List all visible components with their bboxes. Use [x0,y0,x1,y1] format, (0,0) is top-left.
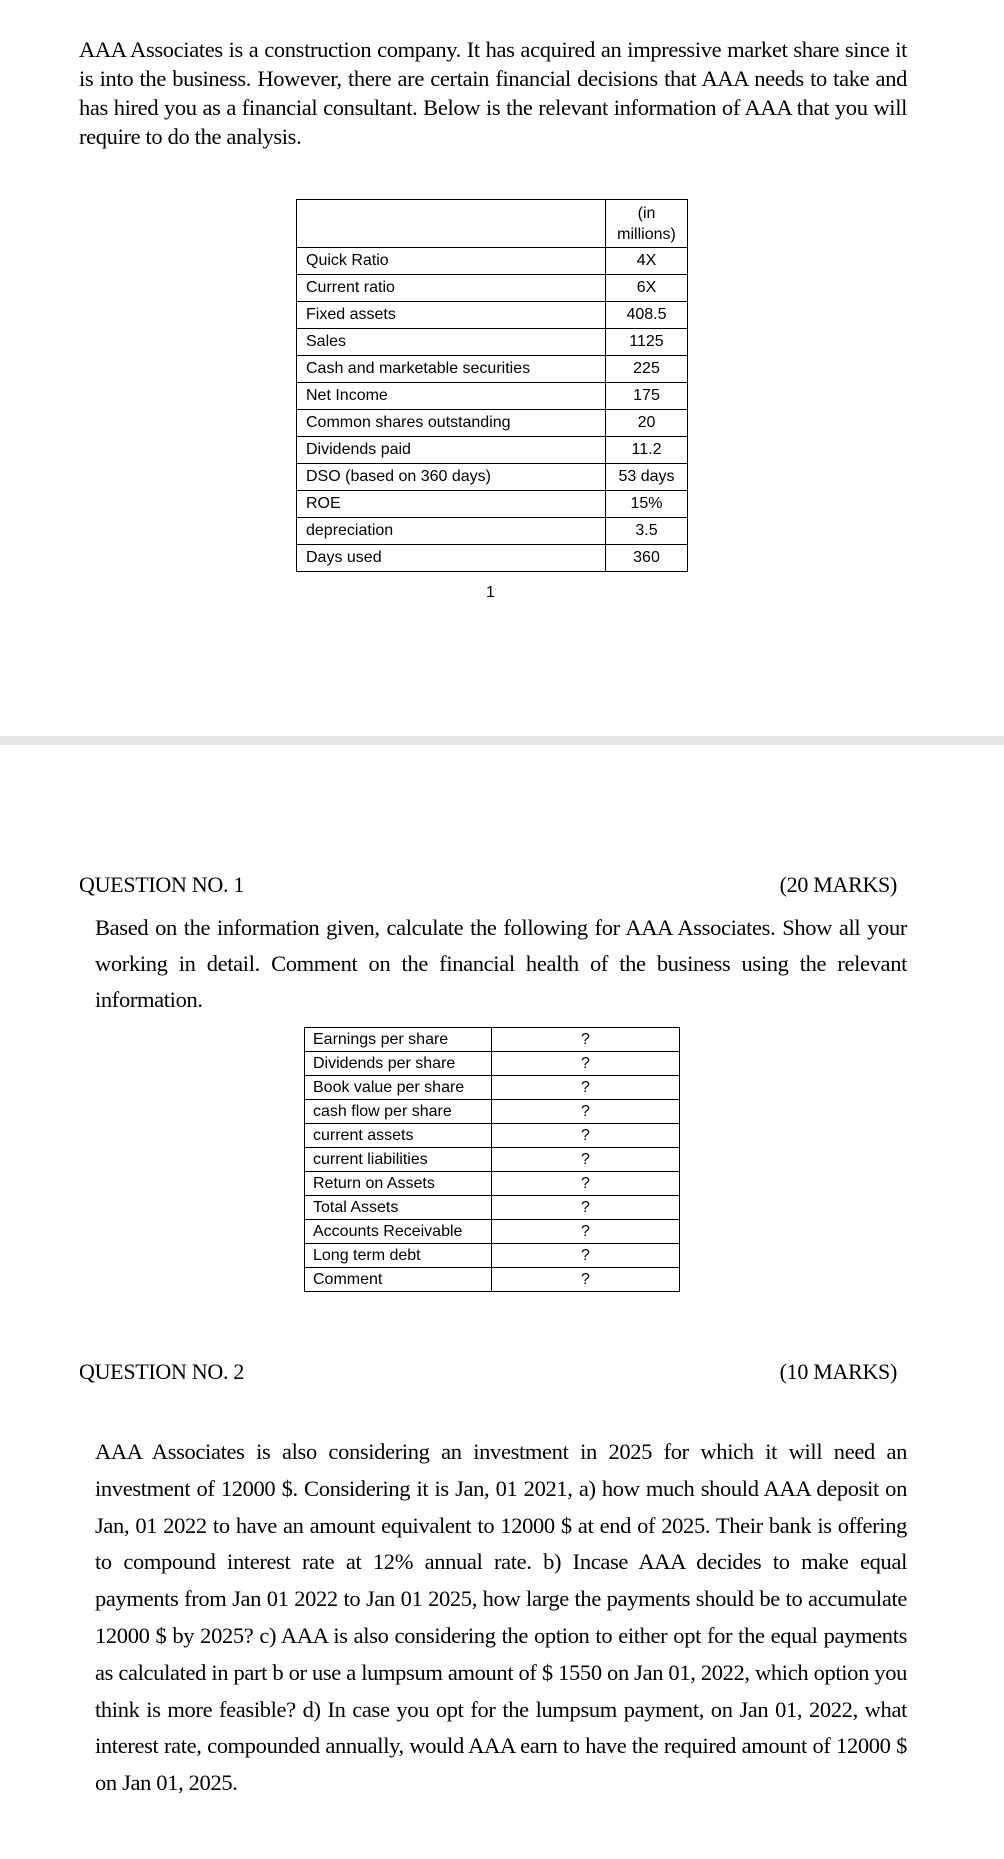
row-label: Accounts Receivable [305,1220,492,1244]
table-row [305,1172,680,1196]
row-label: Sales [297,329,606,356]
question-2-heading [79,1359,897,1385]
row-value: ? [492,1196,680,1220]
row-label: Dividends paid [297,437,606,464]
table-row [305,1100,680,1124]
row-label: ROE [297,491,606,518]
table-header-units: (in millions) [606,200,688,248]
table-row [297,491,688,518]
row-value: ? [492,1100,680,1124]
table-row [305,1196,680,1220]
table-row [305,1220,680,1244]
row-value: ? [492,1268,680,1292]
row-label: Return on Assets [305,1172,492,1196]
row-value: 3.5 [606,518,688,545]
question-1-table [304,1027,680,1292]
row-label: depreciation [297,518,606,545]
table-row [297,437,688,464]
question-2-text: AAA Associates is also considering an investment in 2025 for which it will need an investment of 12000 $. Considering it is Jan, 01 2021, a) how much should AAA deposit on Jan, 01 2022 to have an amount equivalent to 12000 $ at end of 2025. Their bank is offering to compound interest rate at 12% annual rate. b) Incase AAA decides to make equal payments from Jan 01 2022 to Jan 01 2025, how large the payments should be to accumulate 12000 $ by 2025? c) AAA is also considering the option to either opt for the equal payments as calculated in part b or use a lumpsum amount of $ 1550 on Jan 01, 2022, which option you think is more feasible? d) In case you opt for the lumpsum payment, on Jan 01, 2022, what interest rate, compounded annually, would AAA earn to have the required amount of 12000 $ on Jan 01, 2025. [95,1439,907,1796]
row-value: 225 [606,356,688,383]
table-row [297,464,688,491]
company-info-table [296,199,688,572]
question-2-marks: (10 MARKS) [779,1359,897,1384]
table-row [297,275,688,302]
table-row [297,356,688,383]
row-value: ? [492,1124,680,1148]
row-value: 4X [606,248,688,275]
row-value: 408.5 [606,302,688,329]
table-row [297,329,688,356]
row-label: Fixed assets [297,302,606,329]
table-row [297,545,688,572]
row-label: Cash and marketable securities [297,356,606,383]
table-row [305,1052,680,1076]
row-label: Net Income [297,383,606,410]
row-value: 11.2 [606,437,688,464]
row-value: ? [492,1148,680,1172]
page-2 [0,745,1004,1859]
table-row [297,248,688,275]
row-label: Long term debt [305,1244,492,1268]
row-label: Earnings per share [305,1028,492,1052]
row-label: Book value per share [305,1076,492,1100]
row-label: Dividends per share [305,1052,492,1076]
row-value: ? [492,1244,680,1268]
question-1-text: Based on the information given, calculate the following for AAA Associates. Show all your working in detail. Comment on the financial health of the business using the relevant information. [95,915,907,1012]
row-label: Days used [297,545,606,572]
row-label: Quick Ratio [297,248,606,275]
table-row [305,1028,680,1052]
table-row [305,1244,680,1268]
table-row [297,302,688,329]
table-row [305,1268,680,1292]
row-value: ? [492,1220,680,1244]
intro-paragraph: AAA Associates is a construction company. It has acquired an impressive market share since it is into the business. However, there are certain financial decisions that AAA needs to take and has hired you as a financial consultant. Below is the relevant information of AAA that you will require to do the analysis. [79,36,907,149]
table-row [305,1148,680,1172]
page-separator [0,736,1004,745]
row-label: Current ratio [297,275,606,302]
row-value: 53 days [606,464,688,491]
table-row [297,410,688,437]
row-label: Comment [305,1268,492,1292]
page-1 [0,0,1004,736]
row-value: 6X [606,275,688,302]
row-value: 1125 [606,329,688,356]
table-row [297,518,688,545]
row-value: ? [492,1052,680,1076]
question-1-marks: (20 MARKS) [779,872,897,897]
row-label: cash flow per share [305,1100,492,1124]
row-value: 15% [606,491,688,518]
row-value: ? [492,1028,680,1052]
row-label: current liabilities [305,1148,492,1172]
row-value: 20 [606,410,688,437]
row-value: ? [492,1172,680,1196]
question-2-title: QUESTION NO. 2 [79,1359,245,1384]
row-label: DSO (based on 360 days) [297,464,606,491]
table-header-label [297,200,606,248]
question-1-title: QUESTION NO. 1 [79,872,245,897]
row-label: Total Assets [305,1196,492,1220]
table-row [297,383,688,410]
row-value: ? [492,1076,680,1100]
table-header-row [297,200,688,248]
page-number: 1 [486,584,495,601]
table-row [305,1124,680,1148]
table-row [305,1076,680,1100]
row-label: Common shares outstanding [297,410,606,437]
row-value: 360 [606,545,688,572]
row-label: current assets [305,1124,492,1148]
row-value: 175 [606,383,688,410]
question-1-heading [79,872,897,898]
